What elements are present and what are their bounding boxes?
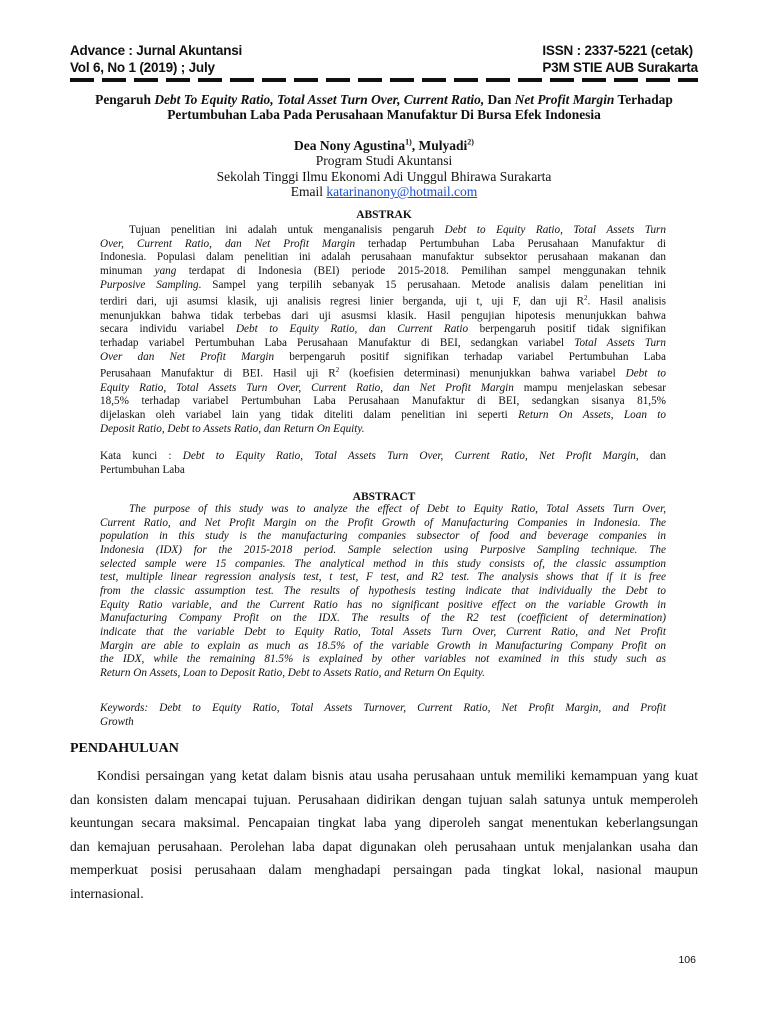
abstract-line: indicate that the variable Debt to Equity Ratio, Total Assets Turn Over, Current Ratio, and Net Profit bbox=[100, 625, 666, 638]
title-line-2: Pertumbuhan Laba Pada Perusahaan Manufaktur Di Bursa Efek Indonesia bbox=[167, 107, 601, 122]
italic-term: Over dan Net Profit Margin bbox=[100, 350, 275, 363]
abstract-line: the IDX, while the remaining 81.5% is explained by other variables not examined in this study such as bbox=[100, 653, 666, 666]
abstrak-line bbox=[100, 409, 666, 423]
superscript: 2 bbox=[584, 294, 588, 303]
text-run: terdapat di Indonesia (BEI) periode 2015-2018. Pemilihan sampel menggunakan tehnik bbox=[176, 264, 666, 277]
paragraph-line: keuntungan secara maksimal. Pencapaian tingkat laba yang diperoleh sangat menentukan keberlangsungan bbox=[70, 815, 698, 830]
keywords-line: Growth bbox=[100, 715, 134, 728]
paragraph-line: Kondisi persaingan yang ketat dalam bisnis atau usaha perusahaan untuk memiliki kemampuan yang kuat bbox=[97, 768, 698, 783]
volume-info: Vol 6, No 1 (2019) ; July bbox=[70, 60, 215, 75]
header-right bbox=[542, 42, 698, 76]
text-run: terdiri dari, uji asumsi klasik, uji analisis regresi linier berganda, uji t, uji F, dan uji R bbox=[100, 296, 585, 309]
italic-term: Debt to Equity Ratio, Total Assets Turn Over, Current Ratio, Net Profit Margin, bbox=[182, 450, 639, 462]
author-names bbox=[70, 134, 698, 153]
abstrak-body bbox=[100, 224, 666, 436]
author-1-affil: 1) bbox=[405, 137, 412, 146]
text-run: dijelaskan oleh variabel lain yang tidak diteliti dalam penelitian ini seperti bbox=[100, 409, 519, 421]
email-label: Email bbox=[290, 184, 327, 199]
abstrak-line bbox=[100, 423, 666, 437]
abstract-line: test, multiple linear regression analysis test, t test, F test, and R2 test. The analysis shows that if it is free bbox=[100, 571, 666, 584]
text-run: Indonesia. Populasi dalam penelitian ini adalah perusahaan manufaktur subsektor perusahaan makanan dan bbox=[100, 251, 666, 264]
abstrak-line bbox=[100, 382, 666, 396]
italic-term: yang bbox=[154, 264, 177, 277]
text-run: minuman bbox=[100, 264, 155, 277]
issn: ISSN : 2337-5221 (cetak) bbox=[542, 43, 693, 58]
kata-kunci-line bbox=[100, 464, 666, 478]
abstrak-keywords bbox=[100, 450, 666, 477]
abstrak-line bbox=[100, 238, 666, 252]
italic-term: Return On Assets, Loan to bbox=[518, 409, 666, 421]
abstract-line: selected sample were 15 companies. The analytical method in this study consists of, the classic assumption bbox=[100, 557, 666, 570]
superscript: 2 bbox=[335, 366, 340, 375]
paragraph-line: memperkuat posisi perusahaan dalam menghadapi persaingan pada tingkat lokal, nasional maupun bbox=[70, 862, 698, 877]
title-text: Terhadap bbox=[614, 92, 673, 107]
abstract-line: Indonesia (IDX) for the 2015-2018 period. Sample selection using Purposive Sampling technique. The bbox=[100, 543, 666, 556]
title-line-1 bbox=[70, 92, 698, 107]
italic-term: Debt to bbox=[625, 368, 666, 381]
abstract-line: Manufacturing Company Profit on the IDX. The results of the R2 test (coefficient of determination) bbox=[100, 612, 666, 625]
article-title bbox=[70, 92, 698, 122]
italic-term: Debt to Equity Ratio, dan Current Ratio bbox=[235, 323, 469, 336]
institution: Sekolah Tinggi Ilmu Ekonomi Adi Unggul Bhirawa Surakarta bbox=[216, 168, 552, 184]
abstrak-line bbox=[100, 364, 666, 381]
text-run: mampu menjelaskan sebesar bbox=[513, 381, 666, 394]
kata-kunci-line bbox=[100, 450, 666, 464]
abstrak-line bbox=[100, 323, 666, 337]
abstrak-line bbox=[100, 279, 666, 293]
author-separator: , bbox=[411, 137, 419, 153]
text-run: Tujuan penelitian ini adalah untuk menganalisis pengaruh bbox=[129, 224, 445, 236]
paragraph-line: internasional. bbox=[70, 885, 144, 901]
running-header bbox=[70, 42, 698, 76]
abstract-line: population in this study is the manufacturing companies subsector of food and beverage companies in bbox=[100, 530, 666, 543]
header-dashed-rule bbox=[70, 78, 698, 82]
abstrak-heading: ABSTRAK bbox=[356, 209, 412, 221]
abstract-line: Return On Assets, Loan to Deposit Ratio, Debt to Assets Ratio, and Return On Equity. bbox=[100, 666, 485, 679]
text-run: berpengaruh positif signifikan terhadap variabel Pertumbuhan Laba bbox=[274, 350, 666, 363]
abstrak-line bbox=[100, 265, 666, 279]
pendahuluan-paragraph bbox=[70, 764, 698, 905]
keywords-line: Keywords: Debt to Equity Ratio, Total Assets Turnover, Current Ratio, Net Profit Margin, and Profit bbox=[100, 702, 666, 714]
text-run: berpengaruh positif tidak signifikan bbox=[468, 323, 666, 336]
text-run: dan bbox=[638, 450, 666, 462]
abstract-line: from the classic assumption test. The results of hypothesis testing indicate that individually the Debt to bbox=[100, 584, 666, 597]
pendahuluan-heading: PENDAHULUAN bbox=[70, 741, 179, 756]
text-run: terhadap Pertumbuhan Laba Perusahaan Manufaktur di bbox=[355, 237, 666, 250]
text-run: terhadap variabel Pertumbuhan Laba Perusahaan Manufaktur di BEI, sedangkan variabel bbox=[100, 336, 575, 349]
italic-term: Deposit Ratio, Debt to Assets Ratio, dan Return On Equity. bbox=[100, 422, 365, 435]
publisher: P3M STIE AUB Surakarta bbox=[542, 60, 698, 75]
author-2: Mulyadi bbox=[418, 137, 468, 153]
abstrak-line bbox=[100, 395, 666, 409]
author-block bbox=[70, 134, 698, 200]
abstrak-line bbox=[100, 292, 666, 309]
abstract-line: The purpose of this study was to analyze the effect of Debt to Equity Ratio, Total Assets Turn Over, bbox=[129, 503, 666, 515]
paragraph-line: dan konsisten dalam mencapai tujuan. Perusahaan didirikan dengan tujuan salah satunya untuk memperoleh bbox=[70, 791, 698, 807]
italic-term: Equity Ratio, Total Assets Turn Over, Current Ratio, dan Net Profit Margin bbox=[100, 381, 514, 394]
text-run: Kata kunci : bbox=[100, 450, 183, 462]
abstract-keywords bbox=[100, 702, 666, 729]
italic-term: Over, Current Ratio, dan Net Profit Margin bbox=[100, 237, 356, 250]
header-left bbox=[70, 42, 242, 76]
text-run: menunjukkan bahwa tidak terbebas dari uji asusmsi klasik. Hasil pengujian hipotesis menunjukkan bahwa bbox=[100, 309, 666, 322]
abstrak-line bbox=[100, 310, 666, 324]
text-run: Perusahaan Manufaktur di BEI. Hasil uji R bbox=[100, 368, 336, 381]
page-number: 106 bbox=[678, 954, 696, 966]
text-run: . Hasil analisis bbox=[587, 296, 666, 309]
abstract-line: Equity Ratio variable, and the Current Ratio has no significant positive effect on the variable Growth in bbox=[100, 598, 666, 611]
abstrak-line bbox=[100, 251, 666, 265]
abstract-heading: ABSTRACT bbox=[352, 491, 416, 503]
abstrak-line bbox=[100, 224, 666, 238]
email-link[interactable]: katarinanony@hotmail.com bbox=[326, 184, 478, 199]
text-run: (koefisien determinasi) menunjukkan bahwa variabel bbox=[339, 368, 626, 381]
paragraph-line: dan kemajuan perusahaan. Perolehan laba dapat digunakan oleh perusahaan untuk menjalankan usaha dan bbox=[70, 838, 698, 854]
text-run: 18,5% terhadap variabel Pertumbuhan Laba Perusahaan Manufaktur di BEI, sedangkan sisanya 81,5% bbox=[100, 395, 666, 408]
text-run: . Sampel yang terpilih sebanyak 15 perusahaan. Metode analisis dalam penelitian ini bbox=[198, 278, 666, 291]
author-1: Dea Nony Agustina bbox=[294, 137, 406, 153]
italic-term: Total Assets Turn bbox=[574, 336, 666, 349]
abstract-line: Margin are able to explain as much as 18.5% of the variable Growth in Manufacturing Company Profit on bbox=[100, 639, 666, 652]
abstrak-line bbox=[100, 337, 666, 351]
title-text: Pengaruh bbox=[95, 92, 155, 107]
italic-term: Purposive Sampling bbox=[100, 278, 199, 291]
text-run: secara individu variabel bbox=[100, 323, 236, 336]
program: Program Studi Akuntansi bbox=[315, 153, 453, 168]
title-text: Dan bbox=[484, 92, 515, 107]
title-italic: Net Profit Margin bbox=[514, 92, 615, 107]
email-line bbox=[70, 184, 698, 200]
journal-name: Advance : Jurnal Akuntansi bbox=[70, 43, 243, 58]
abstrak-line bbox=[100, 351, 666, 365]
text-run: Pertumbuhan Laba bbox=[100, 463, 185, 476]
abstract-line: Current Ratio, and Net Profit Margin on the Profit Growth of Manufacturing Companies in Indonesia. The bbox=[100, 516, 666, 529]
title-italic: Debt To Equity Ratio, Total Asset Turn Over, Current Ratio, bbox=[154, 92, 485, 107]
abstract-body bbox=[100, 503, 666, 681]
italic-term: Debt to Equity Ratio, Total Assets Turn bbox=[444, 224, 666, 236]
author-2-affil: 2) bbox=[467, 137, 474, 146]
